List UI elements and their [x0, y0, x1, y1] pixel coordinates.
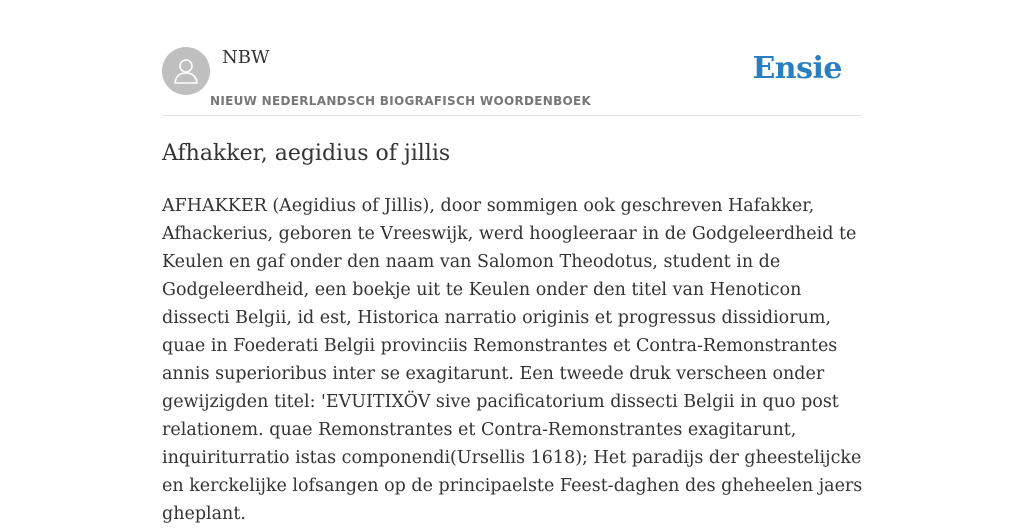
source-subtitle[interactable]: NIEUW NEDERLANDSCH BIOGRAFISCH WOORDENBOEK — [210, 94, 592, 108]
author-name[interactable]: NBW — [222, 47, 270, 68]
brand-logo[interactable]: Ensie — [752, 51, 842, 86]
avatar[interactable] — [162, 47, 210, 95]
article-body: AFHAKKER (Aegidius of Jillis), door sommigen ook geschreven Hafakker, Afhackerius, geboren te Vreeswijk, werd hoogleeraar in de Godgeleerdheid te Keulen en gaf onder den naam van Salomon Theodotus, student in de Godgeleerdheid, een boekje uit te Keulen onder den titel van Henoticon dissecti Belgii, id est, Historica narratio originis et progressus dissidiorum, quae in Foederati Belgii provinciis Remonstrantes et Contra-Remonstrantes annis superioribus inter se exagitarunt. Een tweede druk verscheen onder gewijzigden titel: 'EVUITIXÖV sive pacificatorium dissecti Belgii in quo post relationem. quae Remonstrantes et Contra-Remonstrantes exagitarunt, inquiriturratio istas componendi(Ursellis 1618); Het paradijs der gheestelijcke en kerckelijke lofsangen op de principaelste Feest-daghen des gheheelen jaers gheplant. — [162, 196, 863, 524]
user-icon — [173, 57, 199, 85]
article-title: Afhakker, aegidius of jillis — [162, 141, 451, 166]
divider — [162, 115, 862, 116]
